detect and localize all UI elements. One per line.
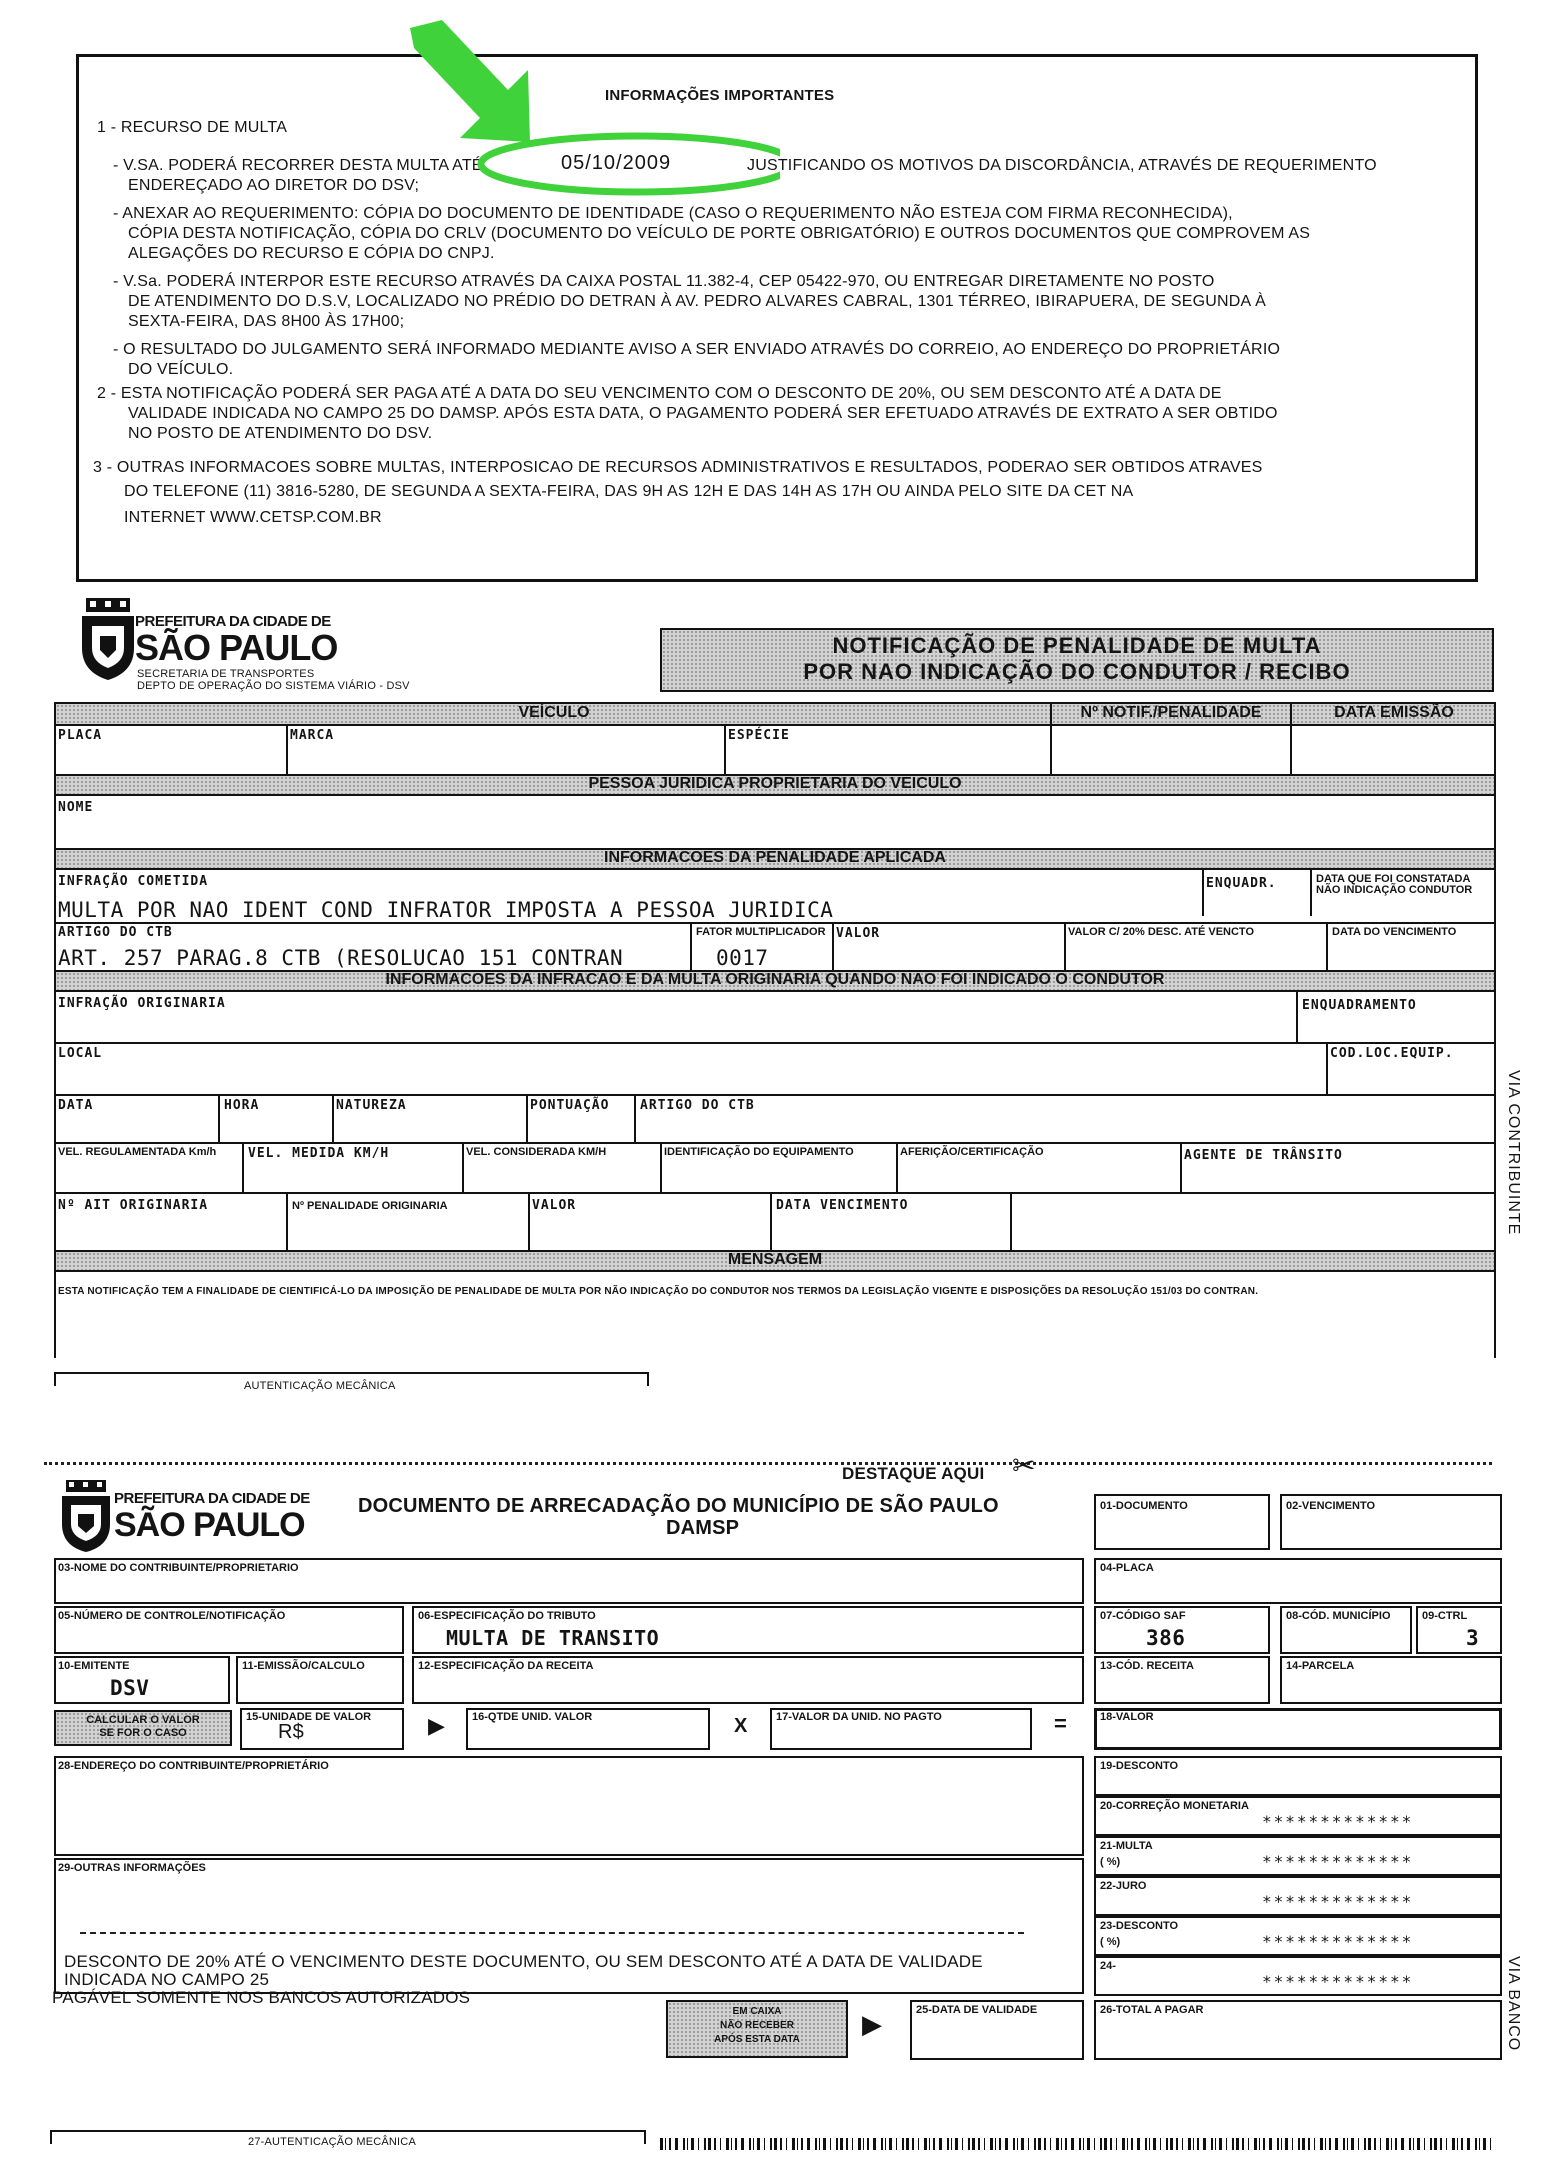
f12-label: 12-ESPECIFICAÇÃO DA RECEITA xyxy=(418,1660,594,1672)
f21-stars: ************* xyxy=(1262,1852,1414,1871)
valor2-label: VALOR xyxy=(532,1198,577,1213)
info-p2-a: - ANEXAR AO REQUERIMENTO: CÓPIA DO DOCUMENTO DE IDENTIDADE (CASO O REQUERIMENTO NÃO ESTEJA COM FIRMA RECONHECIDA), xyxy=(113,205,1233,222)
arrow-right-icon: ▶ xyxy=(862,2009,883,2039)
city-name: SÃO PAULO xyxy=(135,627,338,668)
divider xyxy=(896,1142,898,1192)
divider xyxy=(690,922,692,970)
damsp-pref-label: PREFEITURA DA CIDADE DE xyxy=(114,1490,310,1507)
divider xyxy=(1050,702,1052,774)
f07-label: 07-CÓDIGO SAF xyxy=(1100,1610,1186,1622)
city-coat-of-arms-icon xyxy=(78,596,138,682)
f14-label: 14-PARCELA xyxy=(1286,1660,1355,1672)
form-left-border xyxy=(54,1272,56,1358)
artigo-ctb-label: ARTIGO DO CTB xyxy=(58,925,173,940)
info-p1-c: ENDEREÇADO AO DIRETOR DO DSV; xyxy=(128,177,420,194)
scissors-icon: ✂ xyxy=(1012,1450,1036,1481)
f26-label: 26-TOTAL A PAGAR xyxy=(1100,2004,1204,2016)
info-item2-c: NO POSTO DE ATENDIMENTO DO DSV. xyxy=(128,425,433,442)
vel-considerada-label: VEL. CONSIDERADA KM/H xyxy=(466,1146,607,1158)
divider xyxy=(218,1094,220,1142)
divider xyxy=(1326,1042,1328,1094)
marca-label: MARCA xyxy=(290,728,335,743)
via-banco-label: VIA BANCO xyxy=(1505,1956,1522,2052)
info-item2-a: 2 - ESTA NOTIFICAÇÃO PODERÁ SER PAGA ATÉ A DATA DO SEU VENCIMENTO COM O DESCONTO DE 20%, OU SEM DESCONTO ATÉ A DATA DE xyxy=(97,385,1222,402)
info-p1-a: - V.SA. PODERÁ RECORRER DESTA MULTA ATÉ xyxy=(113,157,483,174)
placa-field xyxy=(1094,1558,1502,1604)
via-contribuinte-label: VIA CONTRIBUINTE xyxy=(1505,1070,1522,1236)
fator-value: 0017 xyxy=(716,946,769,970)
data-vencimento-label: DATA DO VENCIMENTO xyxy=(1332,926,1457,938)
f24-label: 24- xyxy=(1100,1960,1116,1972)
f05-label: 05-NÚMERO DE CONTROLE/NOTIFICAÇÃO xyxy=(58,1610,286,1622)
f15-value: R$ xyxy=(278,1721,304,1743)
info-p4-b: DO VEÍCULO. xyxy=(128,361,234,378)
f06-value: MULTA DE TRANSITO xyxy=(446,1626,660,1650)
divider xyxy=(1180,1142,1182,1192)
mensagem-title: MENSAGEM xyxy=(727,1251,823,1268)
f09-label: 09-CTRL xyxy=(1422,1610,1468,1622)
infracao-originaria-label: INFRAÇÃO ORIGINARIA xyxy=(58,996,226,1011)
vel-medida-label: VEL. MEDIDA KM/H xyxy=(248,1146,390,1161)
info-p3-a: - V.Sa. PODERÁ INTERPOR ESTE RECURSO ATRAVÉS DA CAIXA POSTAL 11.382-4, CEP 05422-970, OU ENTREGAR DIRETAMENTE NO POSTO xyxy=(113,273,1215,290)
divider xyxy=(50,2130,52,2144)
f17-label: 17-VALOR DA UNID. NO PAGTO xyxy=(776,1711,942,1723)
nome-label: NOME xyxy=(58,800,94,815)
info-title: INFORMAÇÕES IMPORTANTES xyxy=(605,87,835,104)
f16-label: 16-QTDE UNID. VALOR xyxy=(472,1711,593,1723)
f01-label: 01-DOCUMENTO xyxy=(1100,1500,1188,1512)
divider xyxy=(528,1192,530,1250)
mensagem-text: ESTA NOTIFICAÇÃO TEM A FINALIDADE DE CIENTIFICÁ-LO DA IMPOSIÇÃO DE PENALIDADE DE MULTA POR NÃO INDICAÇÃO DO CONDUTOR NOS TERMOS DA LEGISLAÇÃO VIGENTE E DISPOSIÇÕES DA RESOLUÇÃO 151/03 DO CONTRAN. xyxy=(58,1286,1259,1297)
divider xyxy=(54,922,1496,924)
depto-label: DEPTO DE OPERAÇÃO DO SISTEMA VIÁRIO - DSV xyxy=(137,680,410,692)
f08-label: 08-CÓD. MUNICÍPIO xyxy=(1286,1610,1391,1622)
info-item3-a: 3 - OUTRAS INFORMACOES SOBRE MULTAS, INTERPOSICAO DE RECURSOS ADMINISTRATIVOS E RESULTADOS, PODERAO SER OBTIDOS ATRAVES xyxy=(93,459,1263,476)
form-right-border xyxy=(1494,1272,1496,1358)
appeal-deadline-date: 05/10/2009 xyxy=(561,152,672,174)
data-label: DATA xyxy=(58,1098,94,1113)
divider xyxy=(1202,870,1204,916)
ait-originaria-label: Nº AIT ORIGINARIA xyxy=(58,1198,209,1213)
dashed-line xyxy=(80,1932,1024,1934)
divider xyxy=(54,1142,1496,1144)
nao-receber-3: APÓS ESTA DATA xyxy=(714,2034,800,2045)
divider xyxy=(660,1142,662,1192)
f21-pct: ( %) xyxy=(1100,1856,1121,1868)
info-p3-b: DE ATENDIMENTO DO D.S.V, LOCALIZADO NO PRÉDIO DO DETRAN À AV. PEDRO ALVARES CABRAL, 1301 TÉRREO, IBIRAPUERA, DE SEGUNDA À xyxy=(128,293,1266,310)
f20-label: 20-CORREÇÃO MONETARIA xyxy=(1100,1800,1249,1812)
f29-label: 29-OUTRAS INFORMAÇÕES xyxy=(58,1862,206,1874)
divider xyxy=(462,1142,464,1192)
f27-label: 27-AUTENTICAÇÃO MECÂNICA xyxy=(248,2136,416,2148)
desconto-text-1: DESCONTO DE 20% ATÉ O VENCIMENTO DESTE DOCUMENTO, OU SEM DESCONTO ATÉ A DATA DE VALIDADE xyxy=(64,1952,983,1971)
enquadramento-label: ENQUADRAMENTO xyxy=(1302,998,1417,1013)
divider xyxy=(1296,992,1298,1042)
autenticacao-line xyxy=(54,1372,649,1374)
divider xyxy=(1326,922,1328,970)
data-emissao-header: DATA EMISSÃO xyxy=(1334,704,1454,721)
info-item2-b: VALIDADE INDICADA NO CAMPO 25 DO DAMSP. APÓS ESTA DATA, O PAGAMENTO PODERÁ SER EFETUADO ATRAVÉS DE EXTRATO A SER OBTIDO xyxy=(128,405,1278,422)
valor-desconto-label: VALOR C/ 20% DESC. ATÉ VENCTO xyxy=(1068,926,1255,938)
nao-receber-2: NÃO RECEBER xyxy=(720,2020,794,2031)
afericao-label: AFERIÇÃO/CERTIFICAÇÃO xyxy=(900,1146,1044,1158)
f15-label: 15-UNIDADE DE VALOR xyxy=(246,1711,372,1723)
divider xyxy=(1310,870,1312,916)
damsp-city-name: SÃO PAULO xyxy=(114,1506,305,1544)
green-arrow-annotation-icon xyxy=(380,20,780,200)
pontuacao-label: PONTUAÇÃO xyxy=(530,1098,610,1113)
f23-pct: ( %) xyxy=(1100,1936,1121,1948)
artigo-ctb2-label: ARTIGO DO CTB xyxy=(640,1098,755,1113)
f10-value: DSV xyxy=(110,1676,150,1700)
f13-label: 13-CÓD. RECEITA xyxy=(1100,1660,1194,1672)
pessoa-juridica-title: PESSOA JURIDICA PROPRIETARIA DO VEICULO xyxy=(588,775,962,792)
pref-label: PREFEITURA DA CIDADE DE xyxy=(135,613,331,630)
f28-label: 28-ENDEREÇO DO CONTRIBUINTE/PROPRIETÁRIO xyxy=(58,1760,329,1772)
divider xyxy=(770,1192,772,1250)
multiply-sign: X xyxy=(734,1715,748,1737)
notification-title-1: NOTIFICAÇÃO DE PENALIDADE DE MULTA xyxy=(832,633,1322,658)
placa-label: PLACA xyxy=(58,728,103,743)
veiculo-title: VEÍCULO xyxy=(518,704,590,721)
f09-value: 3 xyxy=(1466,1626,1480,1650)
f24-stars: ************* xyxy=(1262,1972,1414,1991)
penalidade-title: INFORMACOES DA PENALIDADE APLICADA xyxy=(604,849,946,866)
valor-label: VALOR xyxy=(836,926,881,941)
divider xyxy=(644,2130,646,2144)
damsp-title-1: DOCUMENTO DE ARRECADAÇÃO DO MUNICÍPIO DE SÃO PAULO xyxy=(358,1495,999,1517)
autenticacao-label: AUTENTICAÇÃO MECÂNICA xyxy=(244,1380,396,1392)
divider xyxy=(724,726,726,774)
f23-label: 23-DESCONTO xyxy=(1100,1920,1179,1932)
info-p2-c: ALEGAÇÕES DO RECURSO E CÓPIA DO CNPJ. xyxy=(128,245,495,262)
vel-regulamentada-label: VEL. REGULAMENTADA Km/h xyxy=(58,1146,217,1158)
infracao-cometida-label: INFRAÇÃO COMETIDA xyxy=(58,874,209,889)
f11-label: 11-EMISSÃO/CALCULO xyxy=(242,1660,365,1672)
calc-label-1: CALCULAR O VALOR xyxy=(86,1714,200,1726)
valor-field xyxy=(1094,1708,1502,1750)
data-constatada-label: DATA QUE FOI CONSTATADA NÃO INDICAÇÃO CONDUTOR xyxy=(1316,873,1473,896)
especie-label: ESPÉCIE xyxy=(728,728,790,743)
notif-penalidade-header: Nº NOTIF./PENALIDADE xyxy=(1080,704,1262,721)
divider xyxy=(54,1094,1496,1096)
info-p2-b: CÓPIA DESTA NOTIFICAÇÃO, CÓPIA DO CRLV (DOCUMENTO DO VEÍCULO DE PORTE OBRIGATÓRIO) E OUTROS DOCUMENTOS QUE COMPROVEM AS xyxy=(128,225,1311,242)
divider xyxy=(54,1372,56,1386)
hora-label: HORA xyxy=(224,1098,260,1113)
damsp-title-2: DAMSP xyxy=(666,1517,740,1539)
local-label: LOCAL xyxy=(58,1046,103,1061)
artigo-ctb-value: ART. 257 PARAG.8 CTB (RESOLUCAO 151 CONTRAN xyxy=(58,946,624,970)
natureza-label: NATUREZA xyxy=(336,1098,407,1113)
data-vencimento2-label: DATA VENCIMENTO xyxy=(776,1198,909,1213)
divider xyxy=(332,1094,334,1142)
f22-stars: ************* xyxy=(1262,1892,1414,1911)
ident-equipamento-label: IDENTIFICAÇÃO DO EQUIPAMENTO xyxy=(664,1146,854,1158)
divider xyxy=(647,1372,649,1386)
f22-label: 22-JURO xyxy=(1100,1880,1147,1892)
pagavel-text: PAGÁVEL SOMENTE NOS BANCOS AUTORIZADOS xyxy=(52,1988,471,2007)
f20-stars: ************* xyxy=(1262,1812,1414,1831)
agente-transito-label: AGENTE DE TRÂNSITO xyxy=(1184,1148,1343,1163)
info-p1-b: JUSTIFICANDO OS MOTIVOS DA DISCORDÂNCIA, ATRAVÉS DE REQUERIMENTO xyxy=(747,157,1377,174)
equals-sign: = xyxy=(1054,1711,1068,1736)
divider xyxy=(1010,1192,1012,1250)
fator-label: FATOR MULTIPLICADOR xyxy=(696,926,826,938)
info-item3-b: DO TELEFONE (11) 3816-5280, DE SEGUNDA A SEXTA-FEIRA, DAS 9H AS 12H E DAS 14H AS 17H OU AINDA PELO SITE DA CET NA xyxy=(124,483,1134,500)
f21-label: 21-MULTA xyxy=(1100,1840,1153,1852)
cut-line xyxy=(44,1462,1492,1465)
cod-loc-equip-label: COD.LOC.EQUIP. xyxy=(1330,1046,1454,1061)
penalidade-originaria-label: Nº PENALIDADE ORIGINARIA xyxy=(292,1200,448,1212)
divider xyxy=(832,922,834,970)
f23-stars: ************* xyxy=(1262,1932,1414,1951)
f06-label: 06-ESPECIFICAÇÃO DO TRIBUTO xyxy=(418,1610,596,1622)
desconto-text-2: INDICADA NO CAMPO 25 xyxy=(64,1970,270,1989)
notification-title-2: POR NAO INDICAÇÃO DO CONDUTOR / RECIBO xyxy=(803,659,1351,684)
barcode-icon xyxy=(660,2138,1500,2150)
info-p3-c: SEXTA-FEIRA, DAS 8H00 ÀS 17H00; xyxy=(128,313,405,330)
f25-label: 25-DATA DE VALIDADE xyxy=(916,2004,1038,2016)
infracao-originaria-title: INFORMACOES DA INFRACAO E DA MULTA ORIGINARIA QUANDO NAO FOI INDICADO O CONDUTOR xyxy=(385,971,1165,988)
f03-label: 03-NOME DO CONTRIBUINTE/PROPRIETARIO xyxy=(58,1562,299,1574)
f04-label: 04-PLACA xyxy=(1100,1562,1154,1574)
city-coat-of-arms-icon xyxy=(58,1478,114,1554)
info-item1-title: 1 - RECURSO DE MULTA xyxy=(97,119,288,136)
divider xyxy=(242,1142,244,1192)
f02-label: 02-VENCIMENTO xyxy=(1286,1500,1376,1512)
enquadr-label: ENQUADR. xyxy=(1206,876,1277,891)
divider xyxy=(54,1042,1496,1044)
f19-label: 19-DESCONTO xyxy=(1100,1760,1179,1772)
divider xyxy=(54,1192,1496,1194)
divider xyxy=(634,1094,636,1142)
infracao-cometida-value: MULTA POR NAO IDENT COND INFRATOR IMPOSTA A PESSOA JURIDICA xyxy=(58,898,834,922)
nao-receber-1: EM CAIXA xyxy=(732,2006,782,2017)
divider xyxy=(526,1094,528,1142)
f10-label: 10-EMITENTE xyxy=(58,1660,130,1672)
arrow-right-icon: ▶ xyxy=(428,1713,446,1738)
destaque-aqui-label: DESTAQUE AQUI xyxy=(842,1464,985,1483)
f07-value: 386 xyxy=(1146,1626,1186,1650)
f18-label: 18-VALOR xyxy=(1100,1711,1154,1723)
divider xyxy=(1064,922,1066,970)
divider xyxy=(286,1192,288,1250)
divider xyxy=(286,726,288,774)
secretaria-label: SECRETARIA DE TRANSPORTES xyxy=(137,668,315,680)
info-p4-a: - O RESULTADO DO JULGAMENTO SERÁ INFORMADO MEDIANTE AVISO A SER ENVIADO ATRAVÉS DO CORREIO, AO ENDEREÇO DO PROPRIETÁRIO xyxy=(113,341,1281,358)
divider xyxy=(1290,702,1292,774)
calc-label-2: SE FOR O CASO xyxy=(99,1727,187,1739)
info-item3-c: INTERNET WWW.CETSP.COM.BR xyxy=(124,509,382,526)
